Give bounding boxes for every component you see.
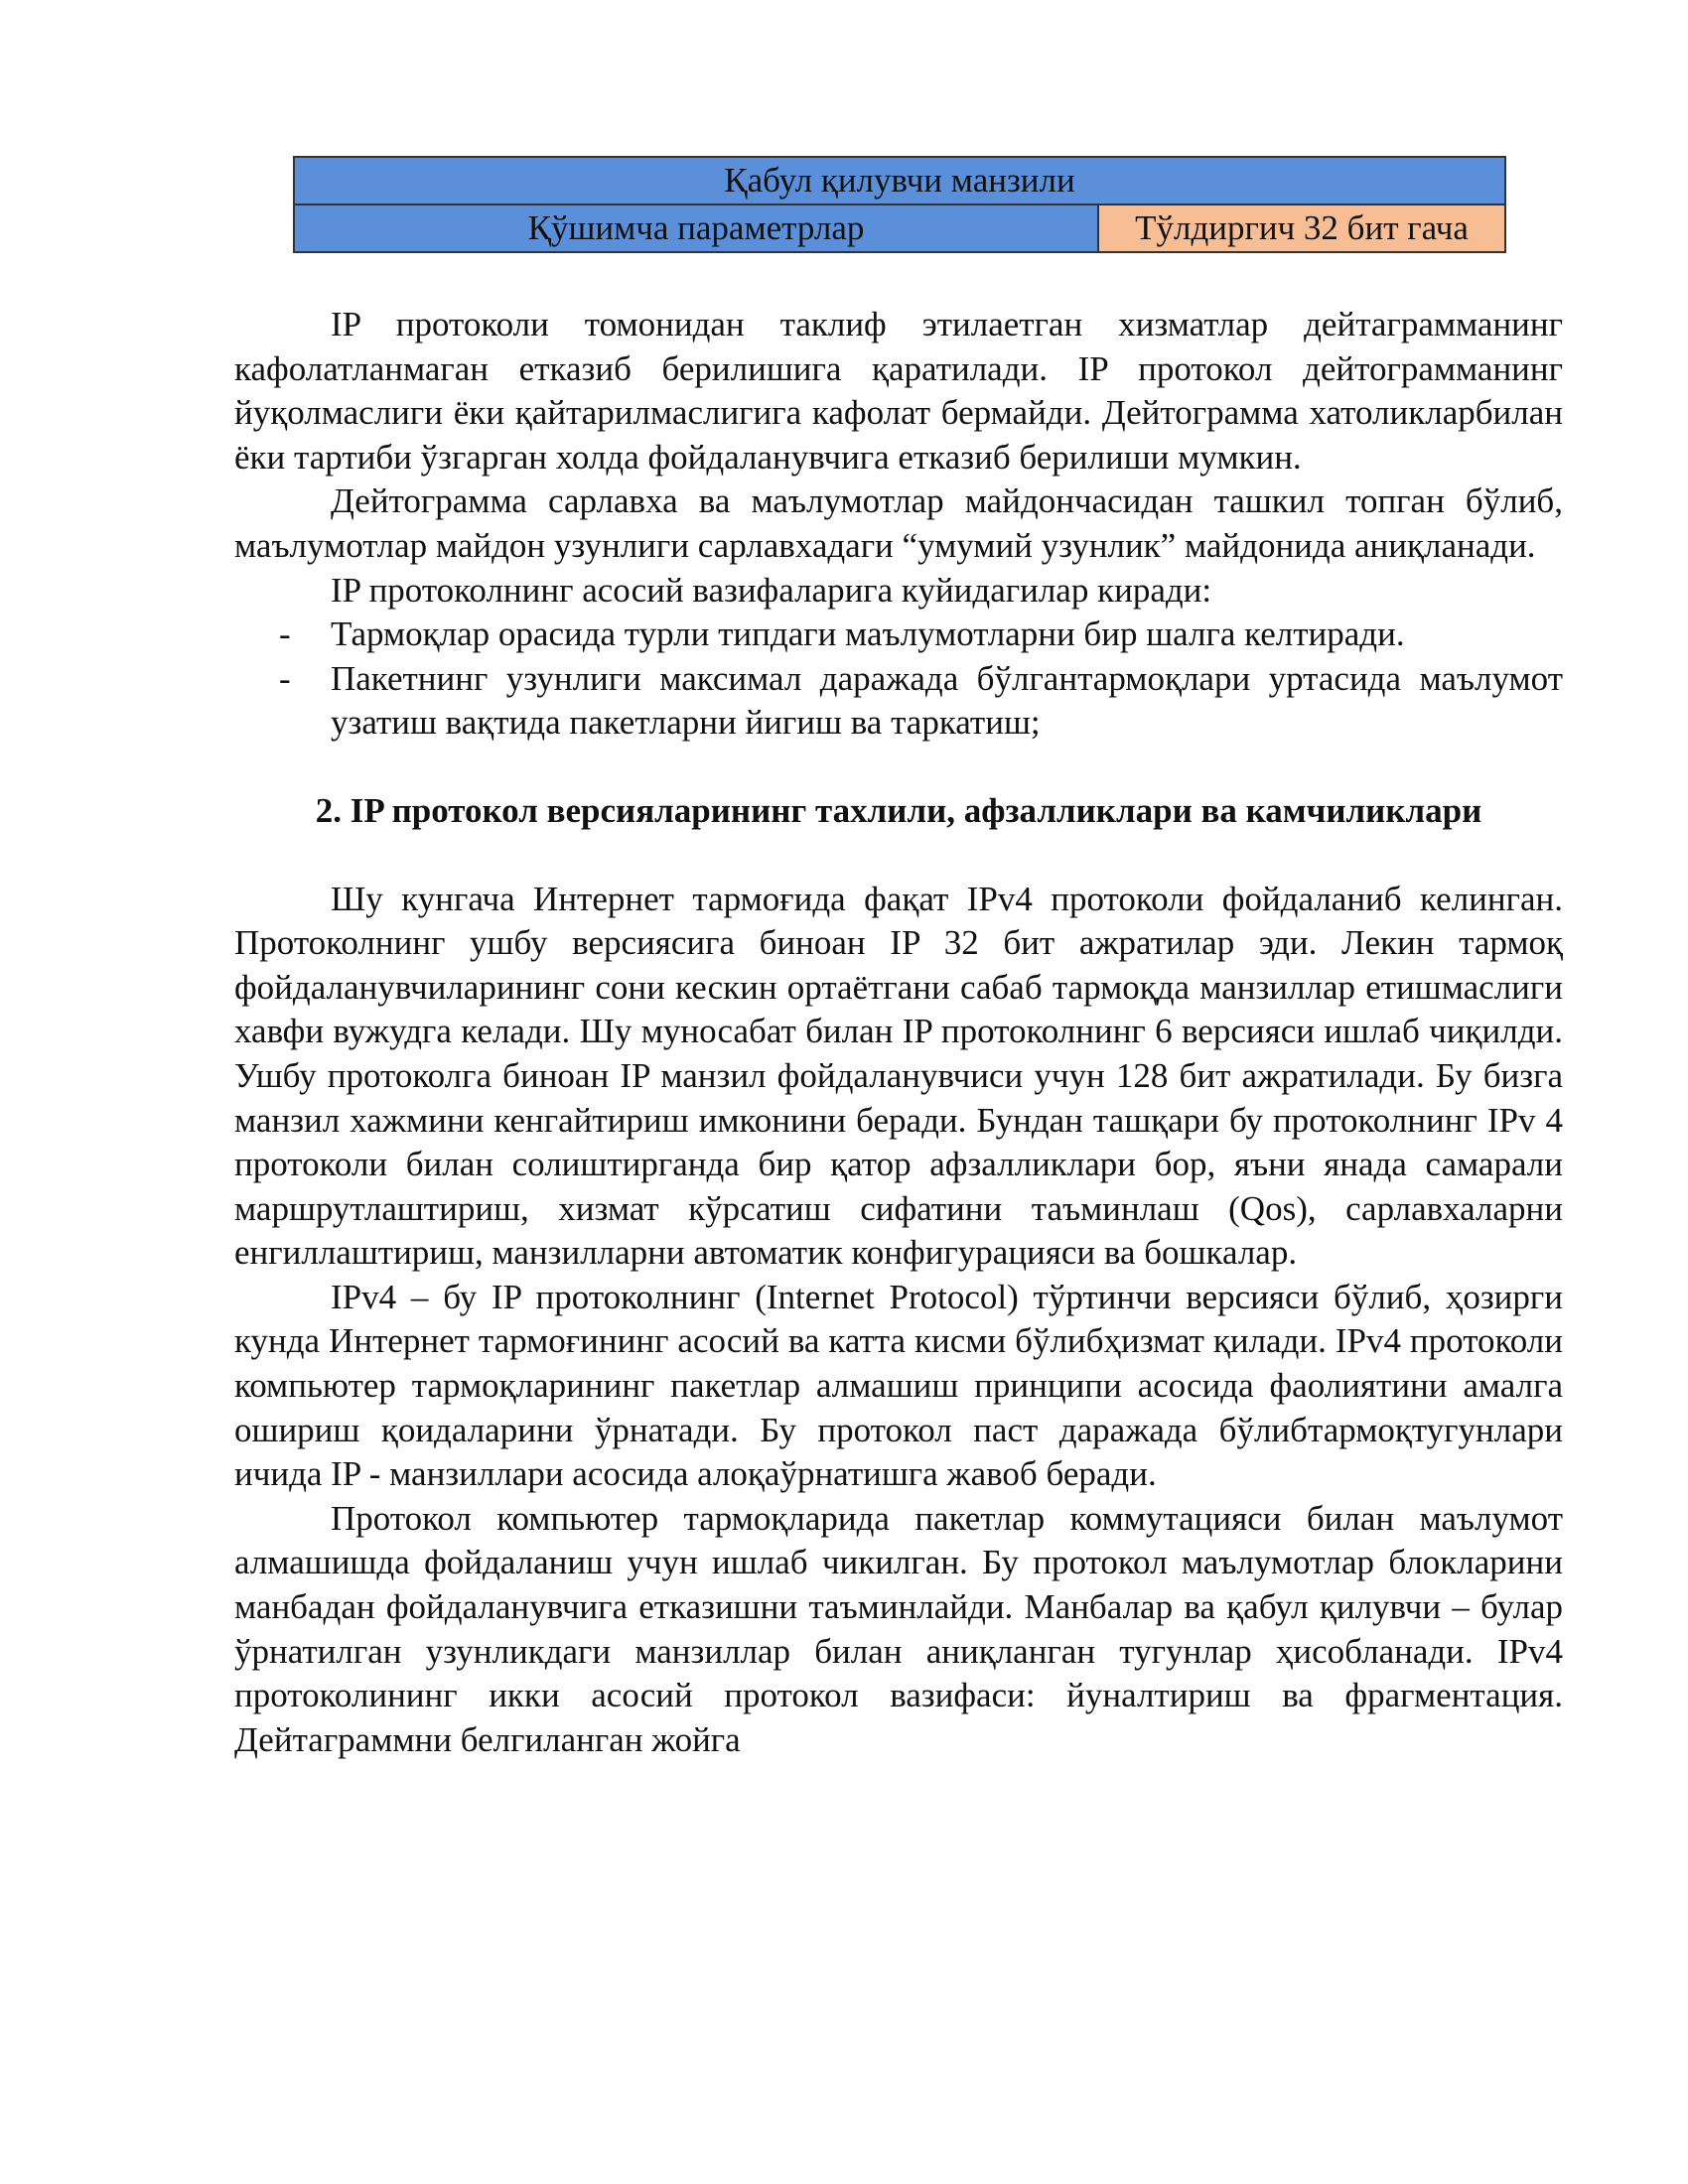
paragraph: IP протоколнинг асосий вазифаларига куйидагилар киради: — [331, 570, 1212, 610]
list-item-text: Тармоқлар орасида турли типдаги маълумотларни бир шалга келтиради. — [331, 614, 1405, 654]
paragraph: Протокол компьютер тармоқларида пакетлар коммутацияси билан маълумот алмашишда фойдаланиш учун ишлаб чикилган. Бу протокол маълумотлар блокларини манбадан фойдаланувчига етказишни таъминлайди. Манбалар ва қабул қилувчи – булар ўрнатилган узунликдаги манзиллар билан аниқланган тугунлар ҳисобланади. IPv4 протоколининг икки асосий протокол вазифаси: йуналтириш ва фрагментация. Дейтаграммни белгиланган жойга — [234, 1498, 1563, 1759]
paragraph: Шу кунгача Интернет тармоғида фақат IPv4 протоколи фойдаланиб келинган. Протоколнинг ушбу версиясига биноан IP 32 бит ажратилар эди. Лекин тармоқ фойдаланувчиларининг сони кескин ортаётгани сабаб тармоқда манзиллар етишмаслиги хавфи вужудга келади. Шу муносабат билан IP протоколнинг 6 версияси ишлаб чиқилди. Ушбу протоколга биноан IP манзил фойдаланувчиси учун 128 бит ажратилади. Бу бизга манзил хажмини кенгайтириш имконини беради. Бундан ташқари бу протоколнинг IPv 4 протоколи билан солиштирганда бир қатор афзалликлари бор, яъни янада самарали маршрутлаштириш, хизмат кўрсатиш сифатини таъминлаш (Qos), сарлавхаларни енгиллаштириш, манзилларни автоматик конфигурацияси ва бошкалар. — [234, 879, 1563, 1273]
paragraph: IPv4 – бу IP протоколнинг (Internet Protocol) тўртинчи версияси бўлиб, ҳозирги кунда Интернет тармоғининг асосий ва катта кисми бўлибҳизмат қилади. IPv4 протоколи компьютер тармоқларининг пакетлар алмашиш принципи асосида фаолиятини амалга ошириш қоидаларини ўрнатади. Бу протокол паст даражада бўлибтармоқтугунлари ичида IP - манзиллари асосида алоқаўрнатишга жавоб беради. — [234, 1277, 1563, 1494]
destination-address-cell: Қабул қилувчи манзили — [294, 157, 1505, 205]
list-marker: - — [279, 658, 291, 698]
document-body — [234, 303, 1563, 1762]
paragraph: Дейтограмма сарлавха ва маълумотлар майдончасидан ташкил топган бўлиб, маълумотлар майдон узунлиги сарлавхадаги “умумий узунлик” майдонида аниқланади. — [234, 481, 1563, 565]
table-row — [294, 157, 1505, 205]
table-row — [294, 205, 1505, 252]
bullet-list — [234, 613, 1563, 746]
list-item — [279, 613, 1563, 657]
list-item — [279, 657, 1563, 746]
paragraph: IP протоколи томонидан таклиф этилаетган хизматлар дейтаграмманинг кафолатланмаган етказиб берилишига қаратилади. IP протокол дейтограмманинг йуқолмаслиги ёки қайтарилмаслигига кафолат бермайди. Дейтограмма хатоликларбилан ёки тартиби ўзгарган холда фойдаланувчига етказиб берилиши мумкин. — [234, 305, 1563, 477]
list-item-text: Пакетнинг узунлиги максимал даражада бўлгантармоқлари уртасида маълумот узатиш вақтида пакетларни йигиш ва таркатиш; — [331, 658, 1563, 743]
list-marker: - — [279, 614, 291, 654]
ip-header-table — [293, 156, 1506, 253]
section-heading: 2. IP протокол версияларининг тахлили, афзалликлари ва камчиликлари — [315, 790, 1482, 830]
options-cell: Қўшимча параметрлар — [294, 205, 1098, 252]
padding-cell: Тўлдиргич 32 бит гача — [1098, 205, 1505, 252]
